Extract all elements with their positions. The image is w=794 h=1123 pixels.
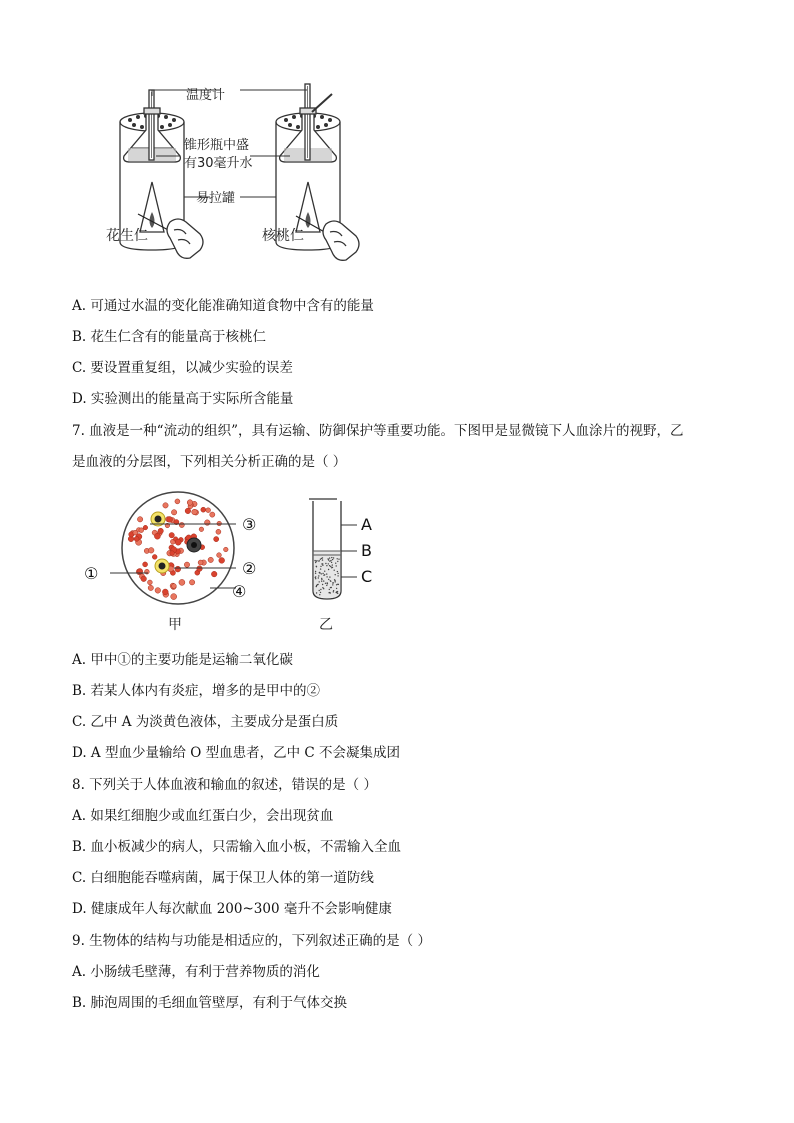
- cell-speck: [319, 560, 320, 561]
- q8-option-d: D. 健康成年人每次献血 200~300 毫升不会影响健康: [72, 901, 392, 917]
- cell-speck: [330, 587, 331, 588]
- q6-option-a: A. 可通过水温的变化能准确知道食物中含有的能量: [72, 298, 374, 314]
- fig-caption-yi: 乙: [319, 617, 333, 633]
- label-thermometer: 温度计: [186, 88, 226, 103]
- red-blood-cell: [143, 562, 148, 567]
- red-blood-cell: [197, 566, 203, 572]
- q6-option-b: B. 花生仁含有的能量高于核桃仁: [72, 329, 267, 345]
- cell-speck: [326, 573, 327, 574]
- red-blood-cell: [198, 560, 203, 565]
- red-blood-cell: [219, 558, 225, 564]
- red-blood-cell: [189, 580, 194, 585]
- cell-speck: [322, 584, 323, 585]
- cell-speck: [320, 589, 321, 590]
- red-blood-cell: [162, 589, 168, 595]
- layer-a-label: A: [361, 515, 372, 534]
- cell-speck: [315, 577, 316, 578]
- cell-speck: [323, 580, 324, 581]
- red-blood-cell: [192, 509, 198, 515]
- red-blood-cell: [175, 499, 180, 504]
- cell-speck: [328, 563, 329, 564]
- q9-option-b: B. 肺泡周围的毛细血管壁厚，有利于气体交换: [72, 995, 348, 1011]
- red-blood-cell: [205, 520, 211, 526]
- cell-speck: [315, 571, 316, 572]
- cell-speck: [331, 567, 332, 568]
- red-blood-cell: [133, 530, 138, 535]
- cell-speck: [336, 565, 337, 566]
- label-flask-line1: 锥形瓶中盛: [184, 138, 250, 153]
- cell-speck: [320, 566, 321, 567]
- cell-speck: [317, 584, 318, 585]
- cell-speck: [333, 590, 334, 591]
- label-walnut: 核桃仁: [262, 228, 304, 244]
- cell-speck: [328, 569, 329, 570]
- cell-speck: [315, 573, 316, 574]
- cell-speck: [321, 573, 322, 574]
- red-blood-cell: [175, 566, 181, 572]
- cell-speck: [333, 557, 334, 558]
- red-blood-cell: [154, 533, 160, 539]
- cell-speck: [328, 579, 329, 580]
- cell-speck: [316, 566, 317, 567]
- q7-option-c: C. 乙中 A 为淡黄色液体，主要成分是蛋白质: [72, 714, 339, 730]
- cell-speck: [319, 590, 320, 591]
- cell-speck: [329, 565, 330, 566]
- red-blood-cell: [175, 539, 181, 545]
- red-blood-cell: [152, 555, 157, 560]
- red-blood-cell: [185, 508, 191, 514]
- cell-speck: [333, 582, 334, 583]
- cell-speck: [320, 568, 321, 569]
- cell-speck: [334, 579, 335, 580]
- cell-speck: [325, 583, 326, 584]
- red-blood-cell: [170, 551, 175, 556]
- cell-speck: [329, 557, 330, 558]
- cell-speck: [323, 588, 324, 589]
- red-blood-cell: [214, 537, 219, 542]
- cell-speck: [337, 575, 338, 576]
- q8-stem: 8. 下列关于人体血液和输血的叙述，错误的是（ ）: [72, 777, 377, 793]
- q7-option-d: D. A 型血少量输给 O 型血患者，乙中 C 不会凝集成团: [72, 745, 401, 761]
- q7-stem-line2: 是血液的分层图，下列相关分析正确的是（ ）: [72, 454, 347, 470]
- cell-speck: [316, 592, 317, 593]
- q8-option-c: C. 白细胞能吞噬病菌，属于保卫人体的第一道防线: [72, 870, 374, 886]
- red-blood-cell: [224, 547, 229, 552]
- cell-speck: [316, 561, 317, 562]
- cell-speck: [319, 594, 320, 595]
- cell-speck: [332, 584, 333, 585]
- red-blood-cell: [211, 571, 217, 577]
- cell-speck: [321, 579, 322, 580]
- red-blood-cell: [187, 500, 193, 506]
- fig-caption-jia: 甲: [168, 617, 182, 633]
- red-blood-cell: [184, 562, 189, 567]
- cell-speck: [338, 559, 339, 560]
- cell-speck: [322, 559, 323, 560]
- cell-speck: [338, 584, 339, 585]
- red-blood-cell: [179, 522, 184, 527]
- cell-speck: [330, 560, 331, 561]
- q8-option-b: B. 血小板减少的病人，只需输入血小板，不需输入全血: [72, 839, 402, 855]
- cell-speck: [337, 558, 338, 559]
- cell-speck: [332, 564, 333, 565]
- blood-smear-figure: [78, 488, 268, 638]
- cell-speck: [331, 562, 332, 563]
- red-blood-cell: [148, 548, 154, 554]
- cell-speck: [321, 581, 322, 582]
- label-flask-line2: 有30毫升水: [184, 156, 253, 171]
- cell-speck: [326, 565, 327, 566]
- red-blood-cell: [201, 507, 206, 512]
- cell-speck: [319, 581, 320, 582]
- layer-b-label: B: [361, 541, 372, 560]
- food-energy-figure: [100, 82, 380, 267]
- cell-speck: [331, 557, 332, 558]
- red-blood-cell: [139, 528, 144, 533]
- microscope-field: [122, 492, 234, 604]
- cell-speck: [320, 559, 321, 560]
- layer-c-label: C: [361, 567, 373, 586]
- red-blood-cell: [134, 536, 139, 541]
- cell-speck: [329, 589, 330, 590]
- cell-speck: [327, 582, 328, 583]
- marker-1: ①: [84, 564, 99, 583]
- red-blood-cell: [216, 529, 221, 534]
- cell-speck: [337, 573, 338, 574]
- cell-speck: [315, 562, 316, 563]
- cell-speck: [335, 581, 336, 582]
- red-blood-cell: [179, 579, 185, 585]
- red-blood-cell: [172, 584, 177, 589]
- marker-4: ④: [232, 582, 247, 601]
- cell-speck: [324, 571, 325, 572]
- red-blood-cell: [210, 512, 215, 517]
- cell-speck: [326, 576, 327, 577]
- cell-speck: [319, 572, 320, 573]
- cell-speck: [321, 563, 322, 564]
- red-blood-cell: [143, 525, 148, 530]
- q9-stem: 9. 生物体的结构与功能是相适应的，下列叙述正确的是（ ）: [72, 933, 431, 949]
- q6-option-c: C. 要设置重复组，以减少实验的误差: [72, 360, 293, 376]
- red-blood-cell: [148, 580, 153, 585]
- cell-speck: [318, 575, 319, 576]
- cell-speck: [316, 585, 317, 586]
- cell-speck: [315, 578, 316, 579]
- cell-speck: [336, 588, 337, 589]
- red-blood-cell: [206, 508, 211, 513]
- blood-layers-figure: [305, 495, 395, 638]
- cell-speck: [337, 571, 338, 572]
- cell-speck: [334, 570, 335, 571]
- cell-speck: [335, 574, 336, 575]
- red-blood-cell: [155, 588, 161, 594]
- cell-speck: [337, 561, 338, 562]
- cell-speck: [320, 592, 321, 593]
- cell-speck: [326, 585, 327, 586]
- cell-speck: [333, 591, 334, 592]
- marker-2: ②: [242, 559, 257, 578]
- cell-speck: [335, 563, 336, 564]
- marker-3: ③: [242, 515, 257, 534]
- red-blood-cell: [171, 510, 176, 515]
- red-blood-cell: [171, 594, 177, 600]
- red-blood-cell: [208, 557, 213, 562]
- red-blood-cell: [158, 528, 163, 533]
- cell-speck: [325, 563, 326, 564]
- red-blood-cell: [141, 576, 147, 582]
- cell-speck: [329, 592, 330, 593]
- red-blood-cell: [169, 533, 174, 538]
- cell-speck: [318, 577, 319, 578]
- cell-speck: [336, 591, 337, 592]
- cell-speck: [328, 559, 329, 560]
- cell-speck: [336, 584, 337, 585]
- q7-stem-line1: 7. 血液是一种“流动的组织”，具有运输、防御保护等重要功能。下图甲是显微镜下人血涂片的视野，乙: [72, 423, 684, 439]
- red-blood-cell: [199, 527, 204, 532]
- red-blood-cell: [148, 585, 153, 590]
- cell-speck: [322, 565, 323, 566]
- label-can: 易拉罐: [196, 191, 236, 206]
- red-blood-cell: [137, 517, 142, 522]
- label-peanut: 花生仁: [106, 228, 148, 244]
- cell-speck: [330, 581, 331, 582]
- q7-option-a: A. 甲中①的主要功能是运输二氧化碳: [72, 652, 293, 668]
- red-blood-cell: [217, 553, 222, 558]
- red-blood-cell: [167, 517, 173, 523]
- q6-option-d: D. 实验测出的能量高于实际所含能量: [72, 391, 294, 407]
- cell-speck: [329, 576, 330, 577]
- cell-speck: [321, 558, 322, 559]
- red-blood-cell: [163, 503, 168, 508]
- cell-speck: [332, 559, 333, 560]
- cell-speck: [324, 574, 325, 575]
- q9-option-a: A. 小肠绒毛壁薄，有利于营养物质的消化: [72, 964, 320, 980]
- q7-option-b: B. 若某人体内有炎症，增多的是甲中的②: [72, 683, 321, 699]
- cell-speck: [322, 573, 323, 574]
- cell-speck: [330, 566, 331, 567]
- q8-option-a: A. 如果红细胞少或血红蛋白少，会出现贫血: [72, 808, 334, 824]
